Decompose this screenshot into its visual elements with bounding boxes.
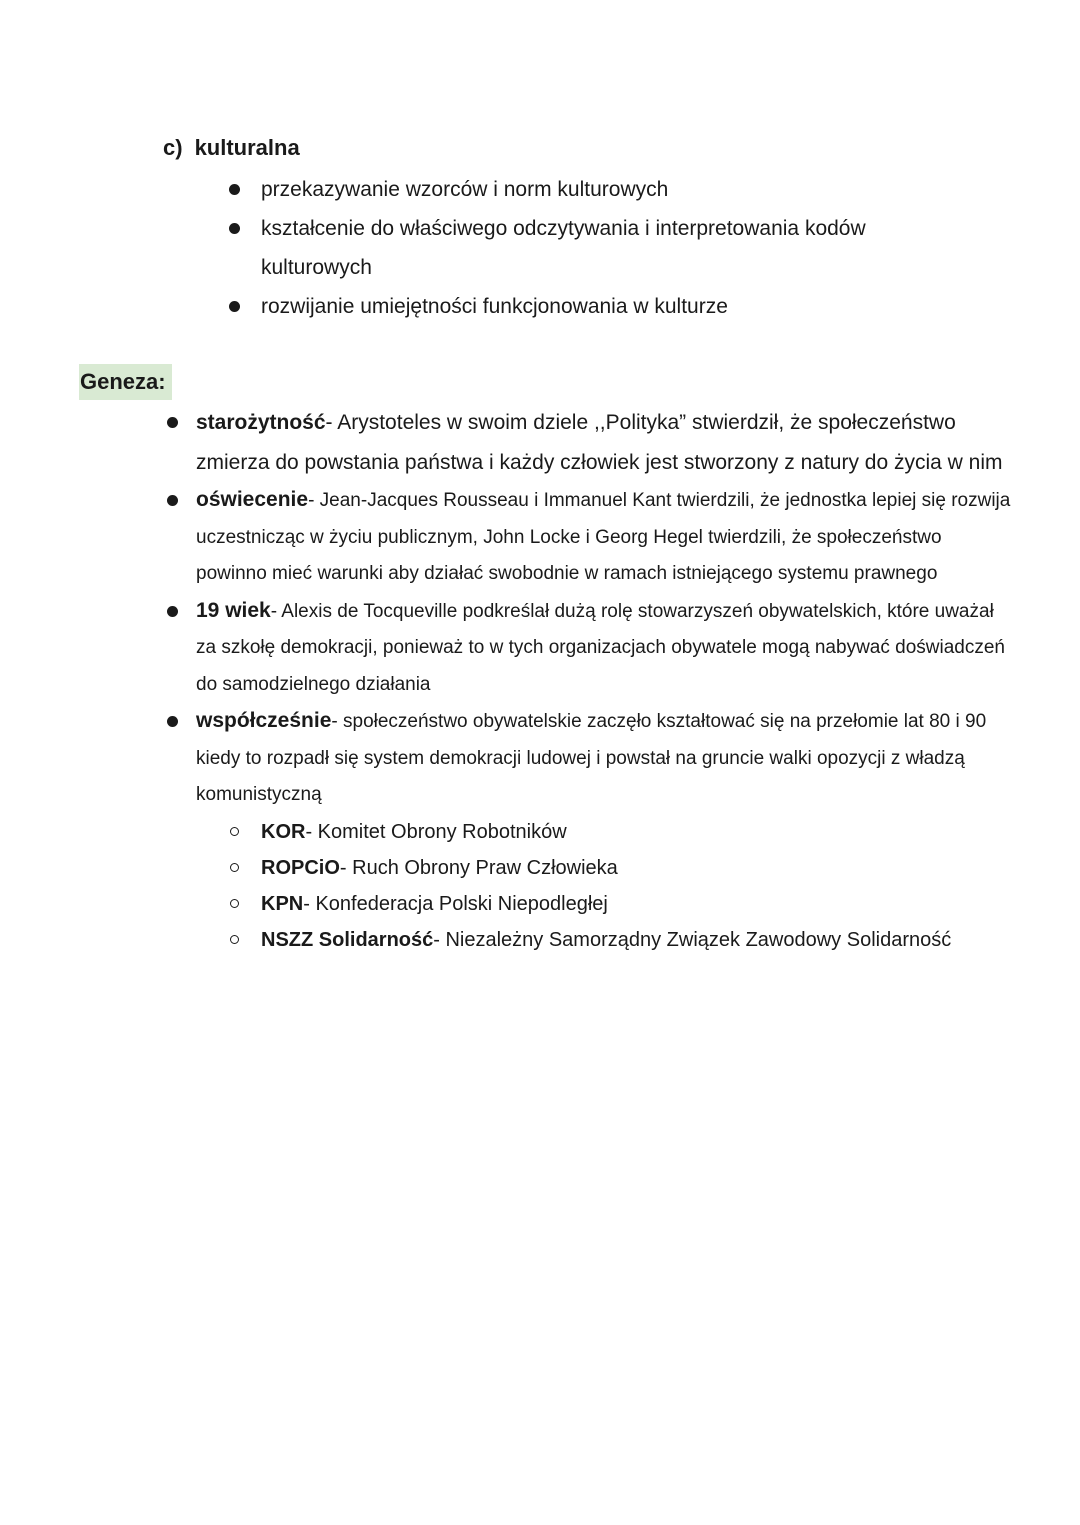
description: - społeczeństwo obywatelskie zaczęło kształtować się na przełomie lat 80 i 90 kiedy to rozpadł się system demokracji ludowej i powstał na gruncie walki opozycji z władzą komunistyczną — [196, 711, 987, 805]
description: - Ruch Obrony Praw Człowieka — [339, 856, 618, 879]
organizations-list — [261, 814, 1016, 958]
term: KPN — [261, 892, 304, 915]
list-item-text: rozwijanie umiejętności funkcjonowania w kulturze — [261, 295, 728, 318]
list-item-text: przekazywanie wzorców i norm kulturowych — [261, 178, 669, 201]
list-item — [196, 403, 1016, 482]
term: starożytność — [196, 411, 326, 434]
term: oświecenie — [196, 488, 309, 511]
list-item — [261, 886, 1016, 922]
section-c-letter: c) — [163, 135, 183, 160]
description: - Arystoteles w swoim dziele ,,Polityka” stwierdził, że społeczeństwo zmierza do powstania państwa i każdy człowiek jest stworzony z natury do życia w nim — [196, 411, 1003, 474]
circle-bullet-icon — [230, 935, 239, 944]
list-item — [261, 209, 961, 287]
list-item — [196, 482, 1016, 593]
bullet-icon — [167, 716, 178, 727]
bullet-icon — [229, 301, 240, 312]
description: - Niezależny Samorządny Związek Zawodowy Solidarność — [433, 928, 952, 951]
list-item — [261, 922, 1016, 958]
list-item-text: kształcenie do właściwego odczytywania i interpretowania kodów kulturowych — [261, 217, 866, 279]
list-item — [261, 170, 961, 209]
section-c-list — [261, 170, 961, 326]
list-item — [261, 850, 1016, 886]
geneza-heading: Geneza: — [79, 364, 172, 400]
geneza-list — [196, 403, 1016, 958]
term: 19 wiek — [196, 598, 271, 622]
bullet-icon — [167, 417, 178, 428]
term: KOR — [261, 820, 306, 843]
circle-bullet-icon — [230, 899, 239, 908]
description: - Konfederacja Polski Niepodległej — [303, 892, 608, 915]
circle-bullet-icon — [230, 827, 239, 836]
description: - Jean-Jacques Rousseau i Immanuel Kant twierdzili, że jednostka lepiej się rozwija uczestnicząc w życiu publicznym, John Locke i Georg Hegel twierdzili, że społeczeństwo powinno mieć warunki aby działać swobodnie w ramach istniejącego systemu prawnego — [196, 490, 1011, 584]
description: - Alexis de Tocqueville podkreślał dużą rolę stowarzyszeń obywatelskich, które uważał za szkołę demokracji, ponieważ to w tych organizacjach obywatele mogą nabywać doświadczeń do samodzielnego działania — [196, 600, 1005, 695]
list-item — [196, 703, 1016, 958]
term: współcześnie — [196, 709, 332, 732]
description: - Komitet Obrony Robotników — [305, 820, 567, 843]
bullet-icon — [229, 184, 240, 195]
term: NSZZ Solidarność — [261, 928, 434, 951]
bullet-icon — [229, 223, 240, 234]
term: ROPCiO — [261, 856, 340, 879]
list-item — [196, 593, 1016, 704]
list-item — [261, 814, 1016, 850]
list-item — [261, 287, 961, 326]
bullet-icon — [167, 495, 178, 506]
bullet-icon — [167, 606, 178, 617]
section-c-title: kulturalna — [194, 135, 300, 160]
section-c-heading — [163, 134, 300, 162]
circle-bullet-icon — [230, 863, 239, 872]
